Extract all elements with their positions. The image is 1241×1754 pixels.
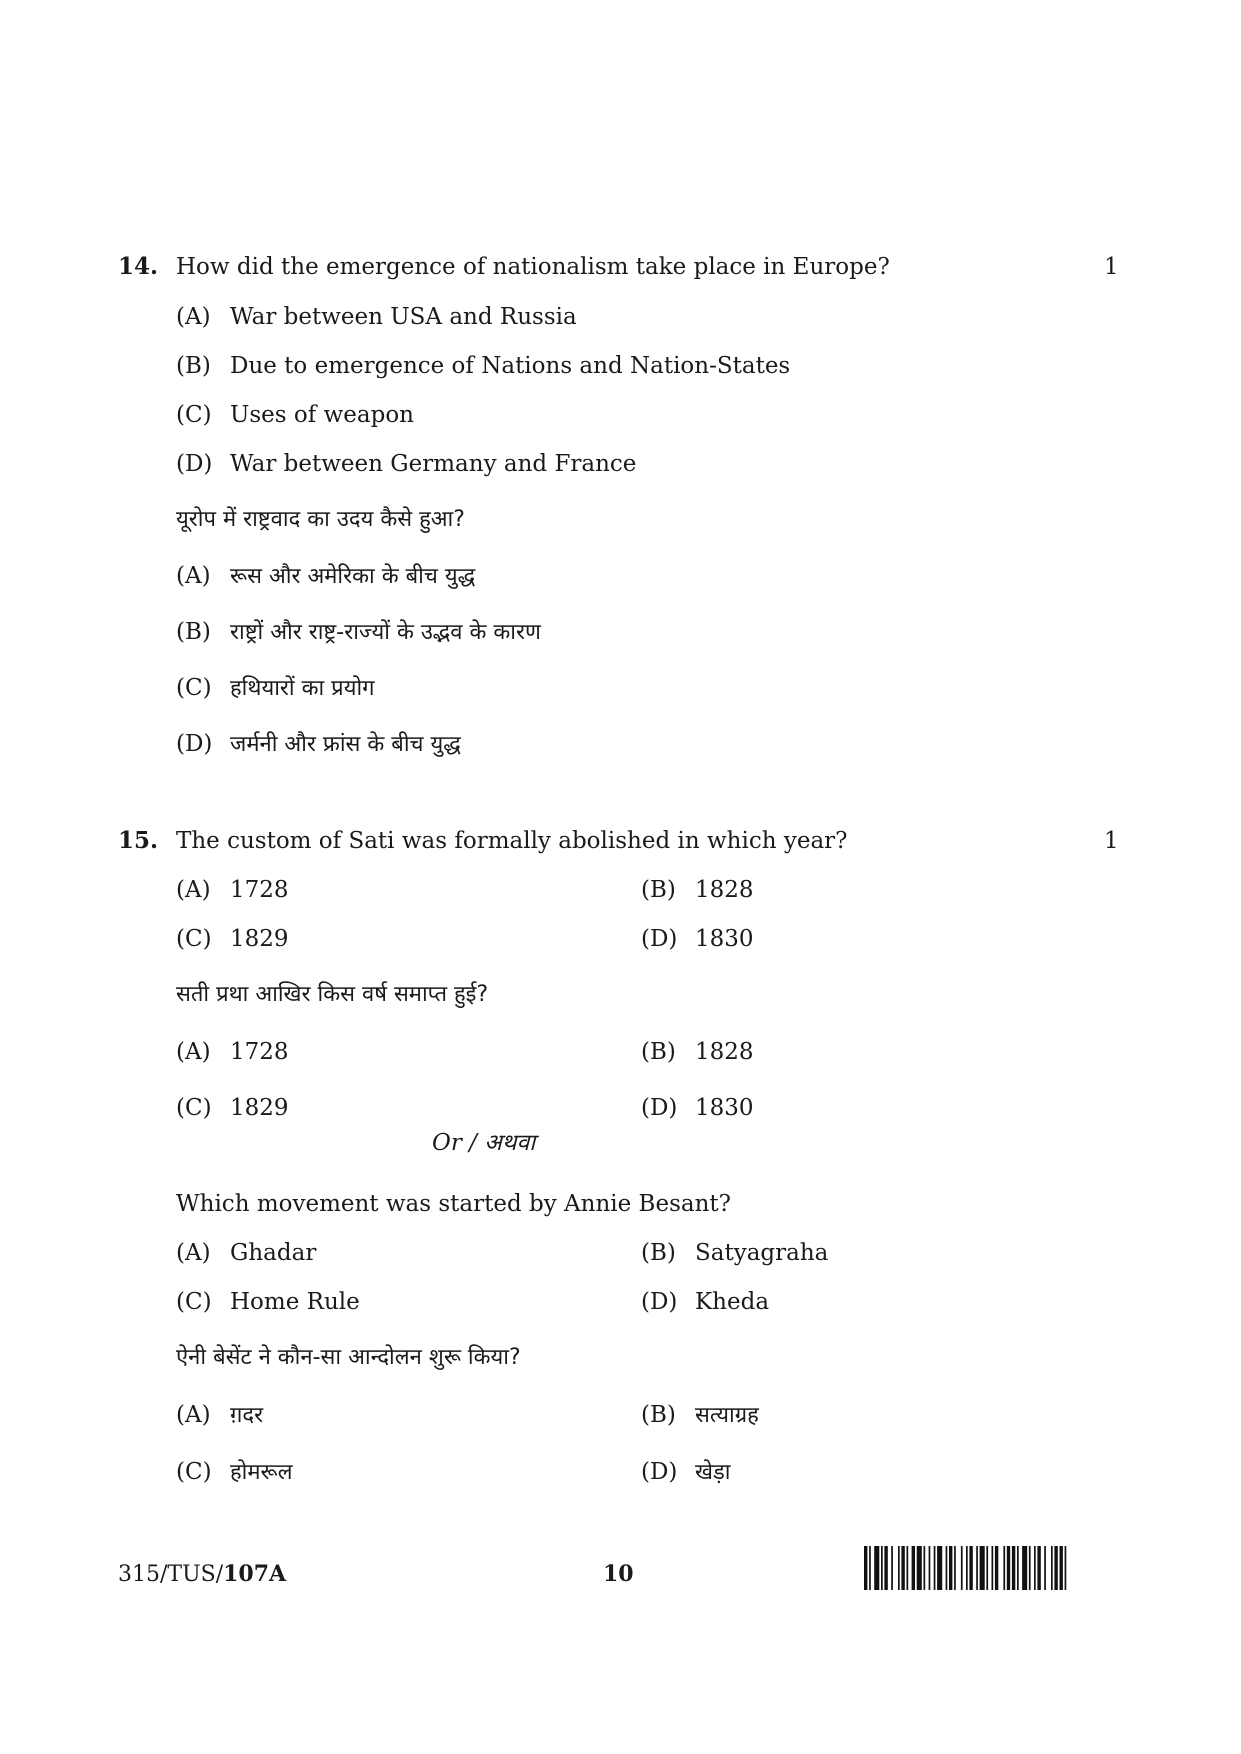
option-text: Due to emergence of Nations and Nation-States bbox=[230, 353, 791, 379]
question-14-number: 14. bbox=[118, 253, 159, 280]
option-label: (B) bbox=[176, 353, 211, 379]
option-text: हथियारों का प्रयोग bbox=[230, 676, 375, 701]
option-label: (A) bbox=[176, 877, 211, 903]
option-label: (D) bbox=[176, 451, 213, 477]
option-label: (C) bbox=[176, 926, 212, 952]
q14-option-b bbox=[176, 351, 790, 381]
option-text: ग़दर bbox=[230, 1403, 264, 1428]
option-label: (B) bbox=[641, 877, 676, 903]
option-label: (C) bbox=[176, 1289, 212, 1315]
q14-hindi-option-b bbox=[176, 617, 541, 648]
option-label: (C) bbox=[176, 1095, 212, 1121]
question-14-marks: 1 bbox=[1104, 254, 1119, 280]
option-text: 1829 bbox=[230, 1095, 289, 1121]
q15-option-b bbox=[641, 875, 754, 905]
option-label: (C) bbox=[176, 675, 212, 701]
alt-hindi-option-c bbox=[176, 1457, 293, 1488]
q15-option-a bbox=[176, 875, 289, 905]
option-label: (A) bbox=[176, 1039, 211, 1065]
option-text: 1829 bbox=[230, 926, 289, 952]
question-14-hindi-text: यूरोप में राष्ट्रवाद का उदय कैसे हुआ? bbox=[176, 507, 465, 532]
option-text: खेड़ा bbox=[695, 1460, 731, 1485]
option-label: (D) bbox=[641, 926, 678, 952]
option-text: सत्याग्रह bbox=[695, 1403, 759, 1428]
alt-question-text: Which movement was started by Annie Besant? bbox=[176, 1191, 731, 1217]
option-label: (C) bbox=[176, 1459, 212, 1485]
question-14-text: How did the emergence of nationalism take place in Europe? bbox=[176, 254, 890, 280]
option-text: 1828 bbox=[695, 877, 754, 903]
alt-hindi-option-b bbox=[641, 1400, 759, 1431]
option-label: (B) bbox=[176, 619, 211, 645]
q15-hindi-option-b bbox=[641, 1037, 754, 1067]
option-label: (A) bbox=[176, 1240, 211, 1266]
option-text: Satyagraha bbox=[695, 1240, 829, 1266]
option-label: (D) bbox=[641, 1095, 678, 1121]
option-label: (B) bbox=[641, 1039, 676, 1065]
option-text: रूस और अमेरिका के बीच युद्ध bbox=[230, 564, 476, 589]
alt-option-c bbox=[176, 1287, 360, 1317]
q14-hindi-option-c bbox=[176, 673, 375, 704]
option-text: जर्मनी और फ्रांस के बीच युद्ध bbox=[230, 732, 461, 757]
option-text: War between USA and Russia bbox=[230, 304, 577, 330]
option-text: राष्ट्रों और राष्ट्र-राज्यों के उद्भव के कारण bbox=[230, 620, 541, 645]
option-label: (B) bbox=[641, 1240, 676, 1266]
option-text: Home Rule bbox=[230, 1289, 360, 1315]
option-text: War between Germany and France bbox=[230, 451, 637, 477]
option-text: 1830 bbox=[695, 1095, 754, 1121]
q15-option-c bbox=[176, 924, 289, 954]
option-label: (A) bbox=[176, 1402, 211, 1428]
alt-option-a bbox=[176, 1238, 316, 1268]
page-number: 10 bbox=[603, 1561, 634, 1587]
paper-code-suffix: 107A bbox=[223, 1561, 287, 1587]
option-text: 1830 bbox=[695, 926, 754, 952]
option-text: 1728 bbox=[230, 1039, 289, 1065]
q15-option-d bbox=[641, 924, 754, 954]
option-label: (B) bbox=[641, 1402, 676, 1428]
option-label: (C) bbox=[176, 402, 212, 428]
option-label: (D) bbox=[176, 731, 213, 757]
option-text: होमरूल bbox=[230, 1460, 293, 1485]
q14-hindi-option-a bbox=[176, 561, 475, 592]
option-text: Ghadar bbox=[230, 1240, 317, 1266]
alt-hindi-option-a bbox=[176, 1400, 263, 1431]
alt-option-d bbox=[641, 1287, 769, 1317]
option-text: 1828 bbox=[695, 1039, 754, 1065]
option-text: Uses of weapon bbox=[230, 402, 414, 428]
option-label: (A) bbox=[176, 304, 211, 330]
option-label: (D) bbox=[641, 1459, 678, 1485]
option-text: Kheda bbox=[695, 1289, 770, 1315]
q15-hindi-option-c bbox=[176, 1093, 289, 1123]
q14-hindi-option-d bbox=[176, 729, 461, 760]
or-separator: Or / अथवा bbox=[432, 1130, 536, 1156]
option-text: 1728 bbox=[230, 877, 289, 903]
q15-hindi-option-d bbox=[641, 1093, 754, 1123]
alt-option-b bbox=[641, 1238, 828, 1268]
alt-question-hindi-text: ऐनी बेसेंट ने कौन-सा आन्दोलन शुरू किया? bbox=[176, 1345, 521, 1370]
q15-hindi-option-a bbox=[176, 1037, 289, 1067]
question-15-text: The custom of Sati was formally abolished in which year? bbox=[176, 828, 848, 854]
question-15-number: 15. bbox=[118, 827, 159, 854]
barcode-icon bbox=[864, 1546, 1126, 1590]
question-15-hindi-text: सती प्रथा आखिर किस वर्ष समाप्त हुई? bbox=[176, 982, 489, 1007]
option-label: (A) bbox=[176, 563, 211, 589]
option-label: (D) bbox=[641, 1289, 678, 1315]
q14-option-d bbox=[176, 449, 636, 479]
paper-code bbox=[118, 1560, 286, 1589]
q14-option-c bbox=[176, 400, 414, 430]
paper-code-prefix: 315/TUS/ bbox=[118, 1562, 224, 1587]
alt-hindi-option-d bbox=[641, 1457, 730, 1488]
q14-option-a bbox=[176, 302, 577, 332]
question-15-marks: 1 bbox=[1104, 828, 1119, 854]
